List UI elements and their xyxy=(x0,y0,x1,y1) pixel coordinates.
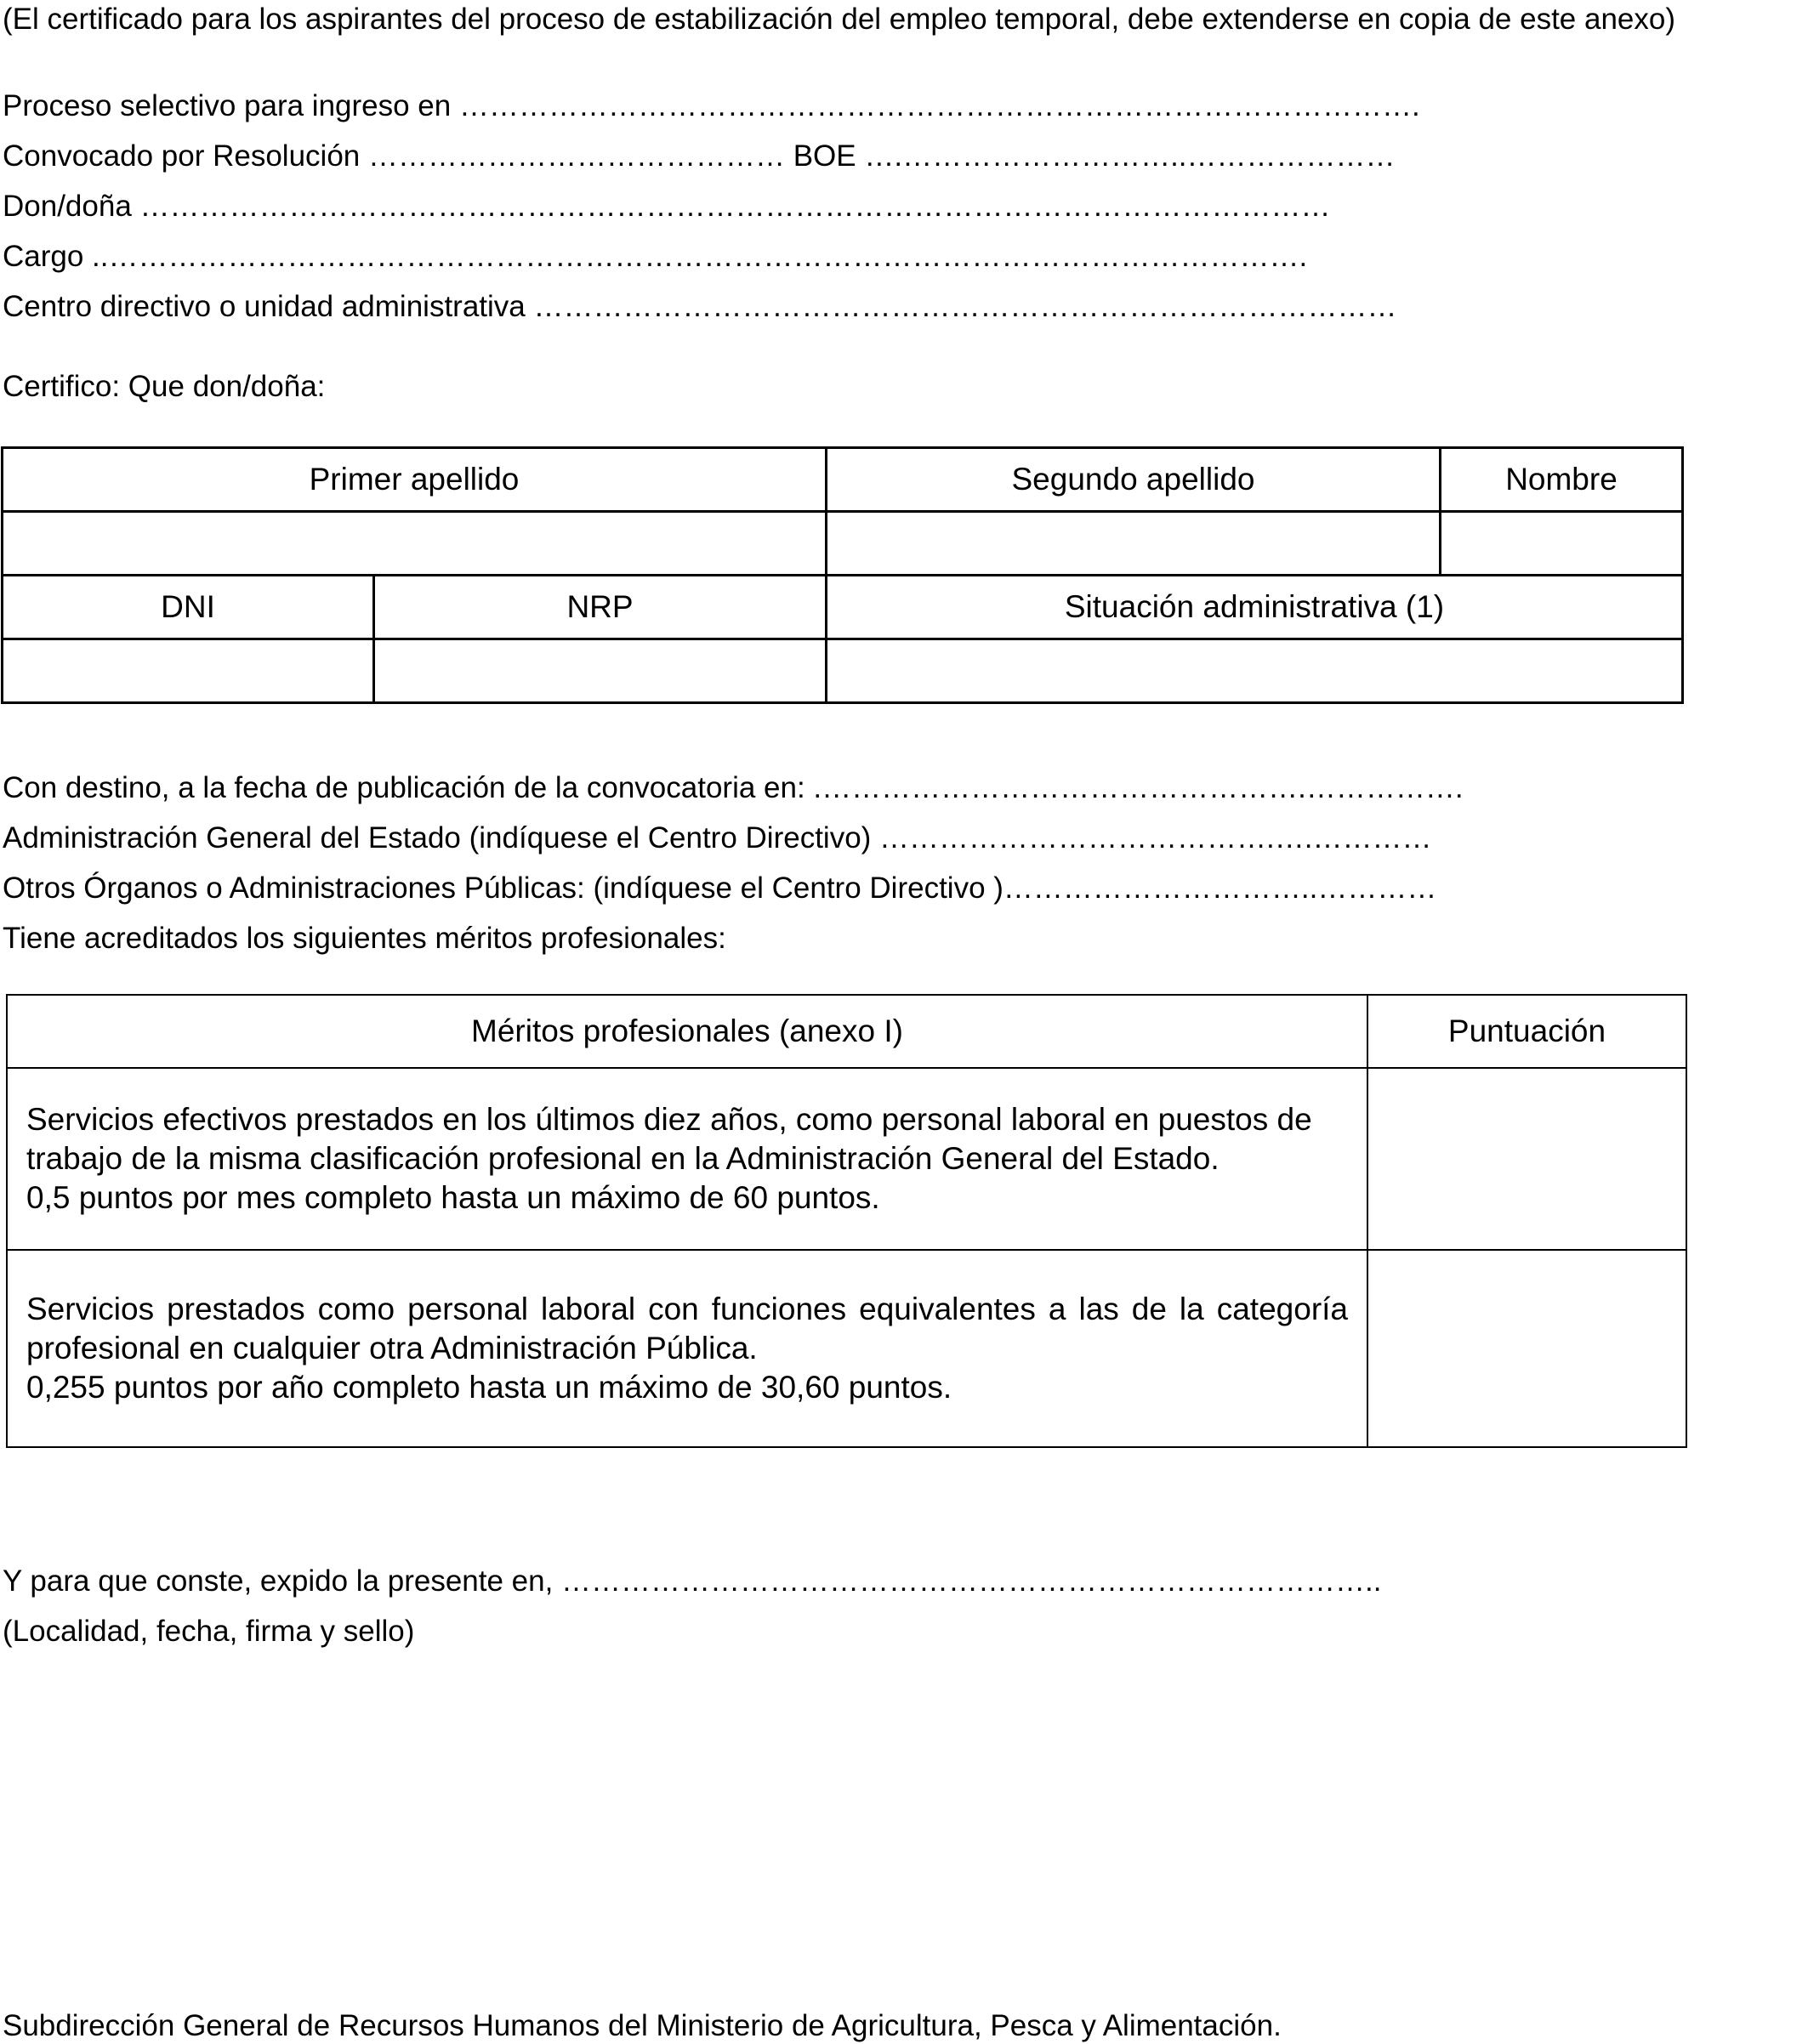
proceso-field: Proceso selectivo para ingreso en ……………………………………………………………………………………. xyxy=(3,89,1420,122)
primer-apellido-header: Primer apellido xyxy=(3,448,827,512)
merit-row-1 xyxy=(7,1068,1367,1250)
merit-1-description: Servicios efectivos prestados en los últimos diez años, como personal laboral en puestos de trabajo de la misma clasificación profesional en la Administración General del Estado. xyxy=(26,1102,1312,1176)
closing-note: (Localidad, fecha, firma y sello) xyxy=(3,1615,415,1648)
nombre-header: Nombre xyxy=(1441,448,1683,512)
situacion-header: Situación administrativa (1) xyxy=(827,576,1683,639)
meritos-intro: Tiene acreditados los siguientes méritos profesionales: xyxy=(3,922,726,955)
merit-2-score-cell[interactable] xyxy=(1367,1250,1686,1447)
convocado-field: Convocado por Resolución …………………………………… BOE ….………………………..………………… xyxy=(3,139,1396,173)
personal-data-table xyxy=(1,446,1684,704)
dni-header: DNI xyxy=(3,576,374,639)
destino-line: Con destino, a la fecha de publicación de la convocatoria en: .………………………………………….……………. xyxy=(3,771,1464,804)
closing-line: Y para que conste, expido la presente en, ……………………………………………………………………….. xyxy=(3,1564,1382,1598)
otros-organos-line: Otros Órganos o Administraciones Públicas: (indíquese el Centro Directivo )…………………………..………… xyxy=(3,872,1437,905)
nombre-cell[interactable] xyxy=(1441,512,1683,576)
footer-text: Subdirección General de Recursos Humanos del Ministerio de Agricultura, Pesca y Alimentación. xyxy=(3,2009,1282,2042)
segundo-apellido-cell[interactable] xyxy=(827,512,1441,576)
merit-row-2 xyxy=(7,1250,1367,1447)
cargo-field: Cargo ..…………………………………………………………………………………………………………. xyxy=(3,240,1308,273)
merits-table xyxy=(6,994,1687,1448)
intro-note: (El certificado para los aspirantes del proceso de estabilización del empleo temporal, debe extenderse en copia de este anexo) xyxy=(3,3,1676,36)
nrp-cell[interactable] xyxy=(374,639,827,703)
merit-1-score-cell[interactable] xyxy=(1367,1068,1686,1250)
don-dona-field: Don/doña ………………………………………………………………………………………………………… xyxy=(3,190,1331,223)
meritos-header: Méritos profesionales (anexo I) xyxy=(7,995,1367,1068)
puntuacion-header: Puntuación xyxy=(1367,995,1686,1068)
merit-1-points: 0,5 puntos por mes completo hasta un máximo de 60 puntos. xyxy=(26,1180,880,1215)
centro-field: Centro directivo o unidad administrativa …………………………………………………………………………… xyxy=(3,290,1397,323)
dni-cell[interactable] xyxy=(3,639,374,703)
certifico-text: Certifico: Que don/doña: xyxy=(3,370,326,403)
segundo-apellido-header: Segundo apellido xyxy=(827,448,1441,512)
nrp-header: NRP xyxy=(374,576,827,639)
merit-2-description: Servicios prestados como personal laboral con funciones equivalentes a las de la categoría profesional en cualquier otra Administración Pública. xyxy=(26,1292,1348,1366)
situacion-cell[interactable] xyxy=(827,639,1683,703)
age-line: Administración General del Estado (indíquese el Centro Directivo) ………………………………….….………… xyxy=(3,821,1432,855)
merit-2-points: 0,255 puntos por año completo hasta un máximo de 30,60 puntos. xyxy=(26,1370,952,1405)
primer-apellido-cell[interactable] xyxy=(3,512,827,576)
